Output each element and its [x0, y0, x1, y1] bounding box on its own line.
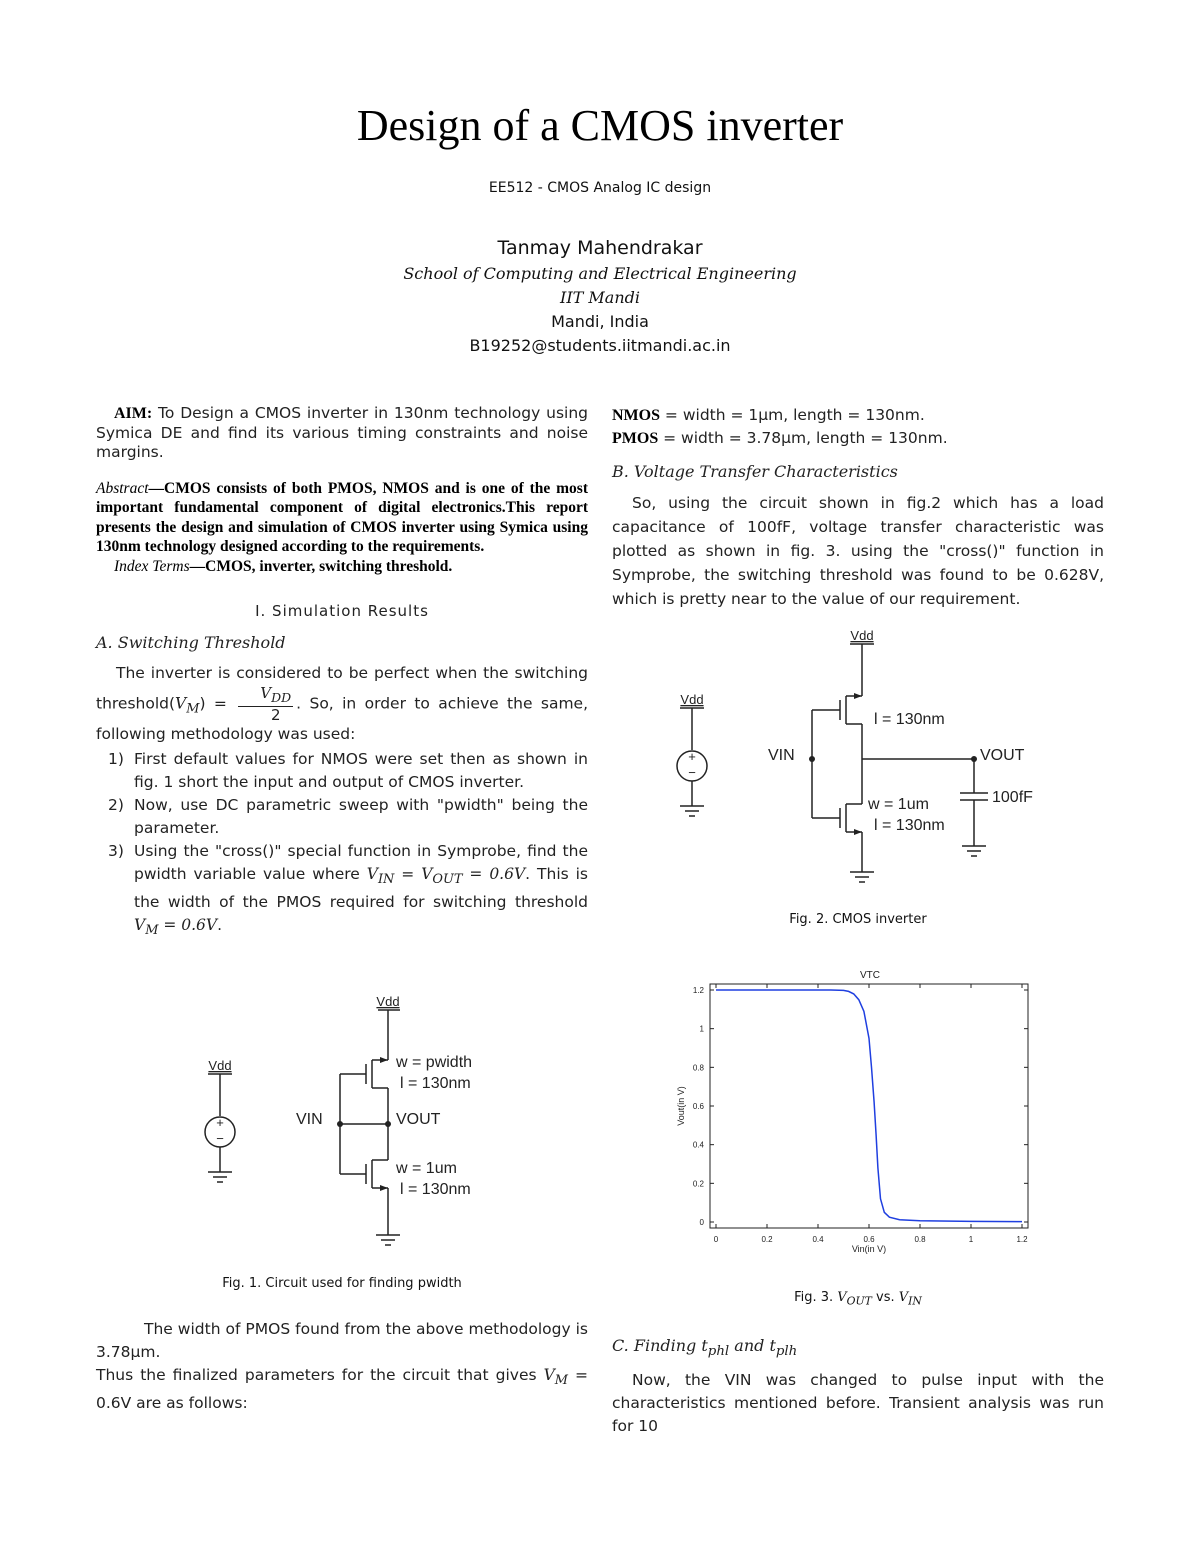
final-params-paragraph: [96, 1364, 588, 1415]
vm-subscript: M: [554, 1373, 568, 1389]
value-text: = 0.6V: [462, 865, 526, 883]
author-institute: IIT Mandi: [560, 288, 640, 307]
author-location: Mandi, India: [551, 312, 649, 331]
vout-symbol: V: [421, 865, 433, 883]
list-number: 3): [108, 842, 124, 860]
abstract-text: —CMOS consists of both PMOS, NMOS and is one of the most important fundamental component of digital electronics.This report presents the design and simulation of CMOS inverter using Symica using 130nm technology designed according to the requirements.: [96, 479, 588, 555]
subsection-a-title: A. Switching Threshold: [96, 633, 286, 652]
vout-subscript: OUT: [432, 872, 463, 888]
frac-numerator: V: [260, 684, 272, 702]
pmos-text: = width = 3.78μm, length = 130nm.: [658, 429, 948, 447]
course-subtitle: EE512 - CMOS Analog IC design: [488, 180, 712, 196]
list-item: [96, 748, 588, 794]
x-tick-label: 0.8: [914, 1235, 926, 1244]
nmos-arrow: [854, 829, 862, 835]
nmos-width-label: w = 1um: [396, 1160, 457, 1177]
threshold-text-b: ) =: [199, 694, 236, 713]
tplh-subscript: plh: [775, 1344, 798, 1360]
vtc-series-line: [716, 990, 1022, 1222]
vout-label: VOUT: [980, 747, 1025, 764]
y-tick-label: 0.6: [692, 1102, 704, 1111]
transient-paragraph: Now, the VIN was changed to pulse input with the characteristics mentioned before. Transient analysis was run for 10: [612, 1371, 1104, 1436]
subsection-b-title: B. Voltage Transfer Characteristics: [612, 462, 898, 481]
pmos-width-paragraph: The width of PMOS found from the above methodology is 3.78μm.: [96, 1320, 588, 1361]
capacitor-label: 100fF: [992, 789, 1033, 806]
pmos-arrow: [854, 693, 862, 699]
vdd-label: Vdd: [850, 628, 874, 643]
list-text: Using the "cross()" special function in Symprobe, find the pwidth variable value where: [134, 842, 588, 883]
junction-dot: [809, 756, 815, 762]
index-terms-text: —CMOS, inverter, switching threshold.: [189, 557, 453, 575]
nmos-arrow: [380, 1185, 388, 1191]
index-terms: [96, 557, 588, 577]
vout-label: VOUT: [396, 1111, 441, 1128]
vin-subscript: IN: [377, 872, 395, 888]
list-number: 1): [108, 750, 124, 768]
subsec-c-prefix: C. Finding: [612, 1336, 702, 1355]
y-axis-label: Vout(in V): [676, 1086, 686, 1126]
y-tick-label: 0.2: [692, 1179, 704, 1189]
value-text: = 0.6V: [158, 916, 218, 935]
figure-1-schematic: [190, 990, 530, 1260]
pmos-length-label: l = 130nm: [400, 1075, 471, 1092]
methodology-list: [96, 748, 588, 942]
frac-numerator-sub: DD: [271, 690, 292, 705]
vdd-fraction: [238, 685, 293, 723]
paper-title: Design of a CMOS inverter: [356, 101, 844, 150]
pmos-params: [612, 427, 1104, 450]
equals: =: [394, 865, 422, 883]
aim-paragraph: [96, 404, 588, 463]
plot-frame: [710, 984, 1028, 1228]
vm-symbol: V: [175, 694, 187, 713]
abstract-paragraph: [96, 479, 588, 557]
source-minus: −: [688, 765, 696, 780]
x-tick-label: 0.4: [812, 1235, 824, 1244]
nmos-label: NMOS: [612, 407, 660, 424]
index-terms-label: Index Terms: [114, 557, 190, 575]
frac-denominator: 2: [270, 706, 281, 724]
y-tick-label: 1.2: [692, 986, 704, 995]
author-name: Tanmay Mahendrakar: [497, 237, 703, 259]
source-minus: −: [216, 1131, 224, 1146]
figure-2-schematic: [662, 628, 1082, 890]
right-column: [612, 404, 1104, 611]
list-item: [96, 840, 588, 942]
figure-2-caption: Fig. 2. CMOS inverter: [789, 912, 927, 927]
source-plus: +: [688, 749, 696, 764]
x-tick-label: 0: [713, 1235, 719, 1244]
subsec-c-and: and: [729, 1336, 770, 1355]
vs-text: vs.: [871, 1290, 899, 1305]
final-params-text-b: = 0.6V are as follows:: [96, 1366, 588, 1413]
chart-title: VTC: [860, 970, 880, 981]
aim-label: AIM:: [114, 405, 153, 422]
threshold-text-a: The inverter is considered to be perfect when the switching threshold(: [96, 664, 588, 713]
fig3-caption-prefix: Fig. 3.: [794, 1290, 838, 1305]
y-axis: [693, 986, 1028, 1227]
section-title: I. Simulation Results: [255, 602, 429, 620]
list-item: [96, 794, 588, 840]
threshold-paragraph: [96, 662, 588, 746]
vin-subscript: IN: [908, 1294, 922, 1308]
vdd-source-label: Vdd: [680, 692, 704, 707]
vin-label: VIN: [296, 1111, 323, 1128]
list-text: Now, use DC parametric sweep with "pwidth" being the parameter.: [134, 796, 588, 837]
list-text: First default values for NMOS were set then as shown in fig. 1 short the input and output of CMOS inverter.: [134, 750, 588, 791]
nmos-text: = width = 1μm, length = 130nm.: [660, 406, 925, 424]
vin-symbol: V: [366, 865, 378, 883]
aim-text: To Design a CMOS inverter in 130nm technology using Symica DE and find its various timing constraints and noise margins.: [96, 404, 588, 461]
vm-subscript: M: [186, 701, 200, 717]
abstract-label: Abstract: [96, 479, 149, 497]
tplh-symbol: t: [769, 1336, 776, 1355]
author-affiliation: School of Computing and Electrical Engineering: [403, 264, 797, 283]
author-block: [0, 236, 1200, 358]
left-column: [96, 404, 588, 942]
y-tick-label: 1: [699, 1024, 704, 1034]
nmos-length-label: l = 130nm: [874, 817, 945, 834]
tphl-symbol: t: [701, 1336, 708, 1355]
vtc-paragraph: So, using the circuit shown in fig.2 which has a load capacitance of 100fF, voltage transfer characteristic was plotted as shown in fig. 3. using the "cross()" function in Symprobe, the switching threshold was found to be 0.628V, which is pretty near to the value of our requirement.: [612, 494, 1104, 608]
nmos-params: [612, 404, 1104, 427]
nmos-length-label: l = 130nm: [400, 1181, 471, 1198]
y-tick-label: 0: [699, 1218, 704, 1227]
author-email: B19252@students.iitmandi.ac.in: [469, 336, 731, 355]
vdd-source-label: Vdd: [208, 1058, 232, 1073]
pmos-width-label: w = pwidth: [396, 1054, 473, 1071]
vin-symbol: V: [898, 1290, 909, 1305]
threshold-text-c: . So, in order to achieve the same, following methodology was used:: [96, 694, 589, 743]
pmos-arrow: [380, 1057, 388, 1063]
nmos-width-label: w = 1um: [868, 796, 929, 813]
junction-dot: [385, 1121, 391, 1127]
vin-label: VIN: [768, 747, 795, 764]
list-number: 2): [108, 796, 124, 814]
y-tick-label: 0.8: [692, 1063, 704, 1073]
x-axis-label: Vin(in V): [851, 1244, 887, 1254]
x-tick-label: 0.6: [863, 1235, 875, 1244]
tphl-subscript: phl: [707, 1344, 730, 1360]
x-tick-label: 0.2: [761, 1235, 773, 1244]
vout-subscript: OUT: [846, 1294, 872, 1308]
figure-3-caption: [612, 1290, 1104, 1308]
vout-symbol: V: [837, 1290, 847, 1305]
x-tick-label: 1: [968, 1235, 974, 1244]
junction-dot: [337, 1121, 343, 1127]
list-text: .: [217, 916, 223, 935]
pmos-length-label: l = 130nm: [874, 711, 945, 728]
junction-dot: [971, 756, 977, 762]
vm-symbol: V: [543, 1366, 555, 1384]
source-plus: +: [216, 1115, 224, 1130]
left-column-bottom: [96, 1318, 588, 1415]
vm-subscript: M: [145, 923, 159, 939]
pmos-label: PMOS: [612, 430, 659, 447]
y-tick-label: 0.4: [692, 1140, 704, 1150]
vm-symbol: V: [134, 916, 146, 935]
vtc-chart: [670, 962, 1060, 1272]
x-tick-label: 1.2: [1016, 1235, 1028, 1244]
figure-1-caption: Fig. 1. Circuit used for finding pwidth: [222, 1276, 462, 1291]
vdd-label: Vdd: [376, 994, 400, 1009]
x-axis: [714, 984, 1028, 1244]
list-text: . This is the width of the PMOS required for switching threshold: [134, 865, 589, 912]
final-params-text-a: Thus the finalized parameters for the circuit that gives: [96, 1366, 544, 1384]
subsection-c-title: [612, 1334, 1104, 1363]
right-column-bottom: [612, 1334, 1104, 1438]
